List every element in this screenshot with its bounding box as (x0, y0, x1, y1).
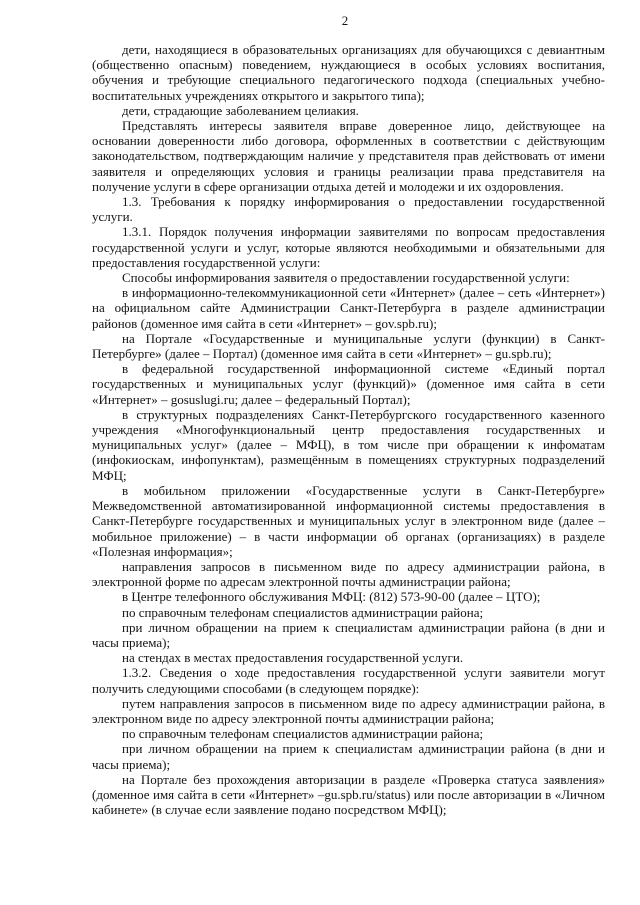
paragraph: Способы информирования заявителя о предоставлении государственной услуги: (122, 270, 570, 286)
subsection-heading: 1.3.1. Порядок получения информации заявителями по вопросам предоставления государственной услуги и услуг, которые являются необходимыми и обязательными для предоставления государственной услуги: (92, 224, 605, 270)
list-item: в федеральной государственной информационной системе «Единый портал государственных и муниципальных услуг (функций)» (доменное имя сайта в сети «Интернет» – gosuslugi.ru; далее – федеральный Портал); (92, 361, 605, 407)
section-heading: 1.3. Требования к порядку информирования о предоставлении государственной услуги. (92, 194, 605, 225)
list-item: направления запросов в письменном виде по адресу администрации района, в электронной форме по адресам электронной почты администрации района; (92, 558, 605, 590)
paragraph: Представлять интересы заявителя вправе доверенное лицо, действующее на основании доверенности либо договора, оформленных в соответствии с действующим законодательством, подтверждающим наличие у представителя прав действовать от имени заявителя и определяющих условия и границы реализации права представителя на получение услуги в сфере организации отдыха детей и молодежи и их оздоровления. (92, 118, 605, 194)
list-item: по справочным телефонам специалистов администрации района; (122, 726, 484, 742)
list-item: в мобильном приложении «Государственные услуги в Санкт-Петербурге» Межведомственной автоматизированной информационной системы предоставления в Санкт-Петербурге государственных и муниципальных услуг в электронном виде (далее – мобильное приложение) – в части информации об органах (организациях) в разделе «Полезная информация»; (92, 482, 605, 559)
list-item: в информационно-телекоммуникационной сети «Интернет» (далее – сеть «Интернет») на официальном сайте Администрации Санкт-Петербурга в разделе администрации районов (доменное имя сайта в сети «Интернет» – gov.spb.ru); (92, 285, 605, 331)
list-item: в Центре телефонного обслуживания МФЦ: (812) 573-90-00 (далее – ЦТО); (122, 589, 541, 605)
list-item: по справочным телефонам специалистов администрации района; (122, 604, 484, 620)
page-number: 2 (341, 13, 349, 28)
list-item: в структурных подразделениях Санкт-Петербургского государственного казенного учреждения «Многофункциональный центр предоставления государственных и муниципальных услуг» (далее – МФЦ), в том числе при обращении к инфоматам (инфокиоскам, инфопунктам), размещённым в помещениях структурных подразделений МФЦ; (92, 406, 605, 483)
paragraph: дети, находящиеся в образовательных организациях для обучающихся с девиантным (общественно опасным) поведением, нуждающиеся в особых условиях воспитания, обучения и требующие специального педагогического подхода (специальных учебно-воспитательных учреждениях открытого и закрытого типа); (92, 42, 605, 103)
list-item: на Портале «Государственные и муниципальные услуги (функции) в Санкт-Петербурге» (далее – Портал) (доменное имя сайта в сети «Интернет» – gu.spb.ru); (92, 330, 605, 362)
subsection-heading: 1.3.2. Сведения о ходе предоставления государственной услуги заявители могут получить следующими способами (в следующем порядке): (92, 665, 605, 696)
list-item: при личном обращении на прием к специалистам администрации района (в дни и часы приема); (92, 619, 605, 650)
document-body (92, 42, 605, 817)
paragraph: дети, страдающие заболеванием целиакия. (122, 102, 359, 118)
list-item: путем направления запросов в письменном виде по адресу администрации района, в электронном виде по адресу электронной почты администрации района; (92, 695, 605, 726)
list-item: при личном обращении на прием к специалистам администрации района (в дни и часы приема); (92, 741, 605, 772)
list-item: на стендах в местах предоставления государственной услуги. (122, 650, 464, 666)
list-item: на Портале без прохождения авторизации в разделе «Проверка статуса заявления» (доменное имя сайта в сети «Интернет» –gu.spb.ru/status) или после авторизации в «Личном кабинете» (в случае если заявление подано посредством МФЦ); (92, 771, 605, 818)
